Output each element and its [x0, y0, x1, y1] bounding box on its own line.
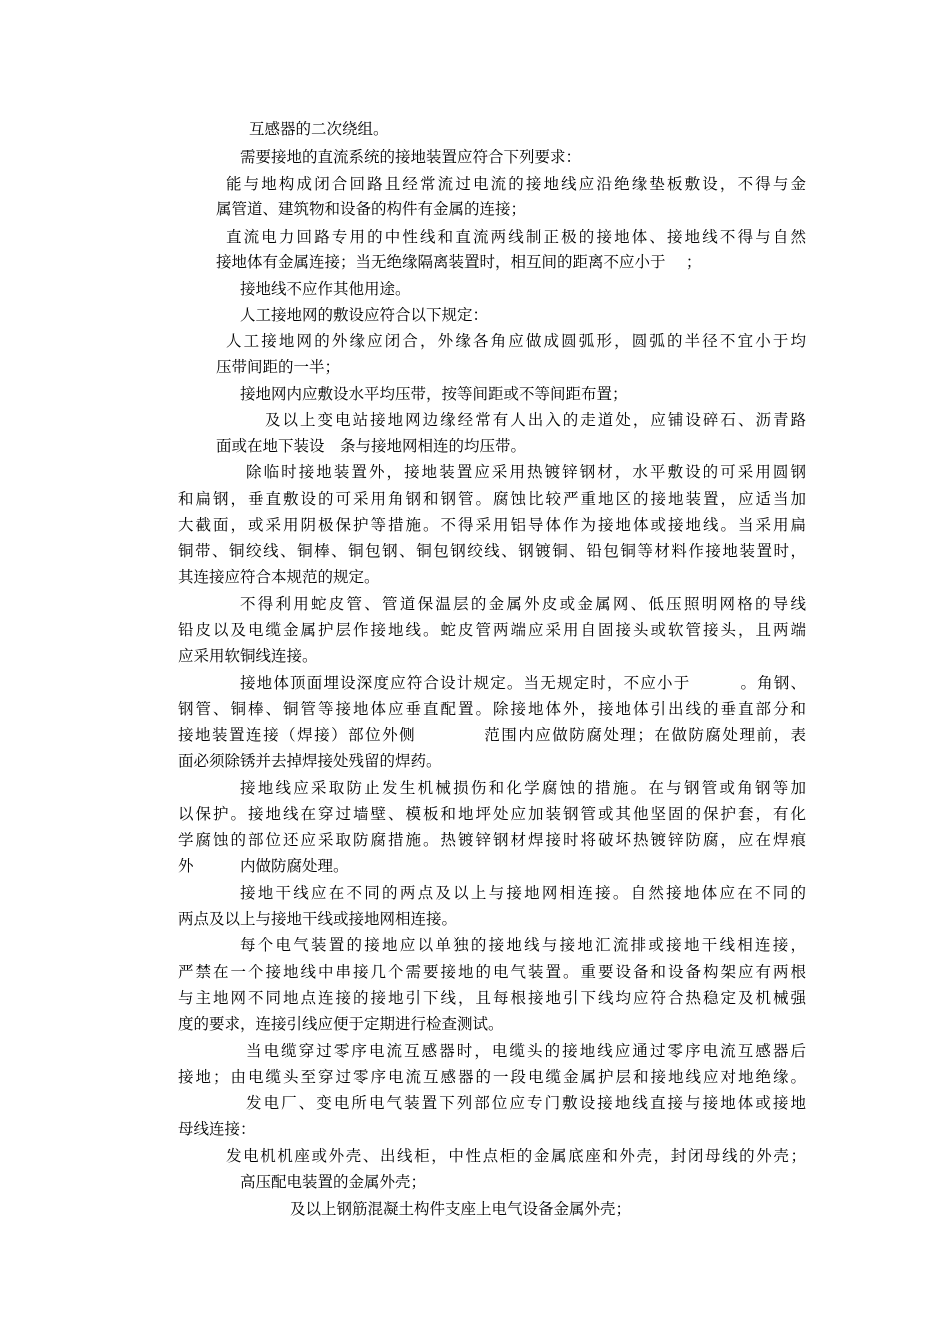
text-line: 接地体有金属连接；当无绝缘隔离装置时，相互间的距离不应小于 ；: [216, 253, 702, 271]
text-line: 接地线应采取防止发生机械损伤和化学腐蚀的措施。在与钢管或角钢等加: [240, 779, 806, 797]
text-line: 人工接地网的外缘应闭合，外缘各角应做成圆弧形，圆弧的半径不宜小于均: [226, 332, 806, 350]
text-line: 钢管、铜棒、铜管等接地体应垂直配置。除接地体外，接地体引出线的垂直部分和: [178, 700, 806, 718]
text-line: 接地体顶面埋设深度应符合设计规定。当无规定时，不应小于 。角钢、: [240, 674, 806, 692]
text-line: 人工接地网的敷设应符合以下规定：: [240, 306, 489, 324]
text-line: 和扁钢，垂直敷设的可采用角钢和钢管。腐蚀比较严重地区的接地装置，应适当加: [178, 490, 806, 508]
text-line: 以保护。接地线在穿过墙壁、模板和地坪处应加装钢管或其他坚固的保护套，有化: [178, 805, 806, 823]
text-line: 接地装置连接（焊接）部位外侧 范围内应做防腐处理；在做防腐处理前，表: [178, 726, 806, 744]
text-line: 外 内做防腐处理。: [178, 857, 349, 875]
text-line: 学腐蚀的部位还应采取防腐措施。热镀锌钢材焊接时将破坏热镀锌防腐，应在焊痕: [178, 831, 806, 849]
text-line: 直流电力回路专用的中性线和直流两线制正极的接地体、接地线不得与自然: [226, 228, 806, 246]
text-line: 能与地构成闭合回路且经常流过电流的接地线应沿绝缘垫板敷设，不得与金: [226, 175, 806, 193]
text-line: 属管道、建筑物和设备的构件有金属的连接；: [216, 200, 527, 218]
text-line: 发电厂、变电所电气装置下列部位应专门敷设接地线直接与接地体或接地: [246, 1094, 806, 1112]
text-line: 当电缆穿过零序电流互感器时，电缆头的接地线应通过零序电流互感器后: [246, 1042, 806, 1060]
text-line: 面或在地下装设 条与接地网相连的均压带。: [216, 437, 527, 455]
text-line: 接地网内应敷设水平均压带，按等间距或不等间距布置；: [240, 385, 628, 403]
text-line: 需要接地的直流系统的接地装置应符合下列要求：: [240, 148, 582, 166]
text-line: 与主地网不同地点连接的接地引下线，且每根接地引下线均应符合热稳定及机械强: [178, 989, 806, 1007]
text-line: 互感器的二次绕组。: [249, 120, 389, 138]
text-line: 压带间距的一半；: [216, 358, 341, 376]
text-line: 严禁在一个接地线中串接几个需要接地的电气装置。重要设备和设备构架应有两根: [178, 963, 806, 981]
text-line: 不得利用蛇皮管、管道保温层的金属外皮或金属网、低压照明网格的导线: [240, 595, 806, 613]
text-line: 接地干线应在不同的两点及以上与接地网相连接。自然接地体应在不同的: [240, 884, 806, 902]
text-line: 应采用软铜线连接。: [178, 647, 318, 665]
text-line: 母线连接：: [178, 1120, 256, 1138]
text-line: 大截面，或采用阴极保护等措施。不得采用铝导体作为接地体或接地线。当采用扁: [178, 516, 806, 534]
text-line: 度的要求，连接引线应便于定期进行检查测试。: [178, 1015, 504, 1033]
text-line: 及以上变电站接地网边缘经常有人出入的走道处，应铺设碎石、沥青路: [265, 411, 806, 429]
text-line: 及以上钢筋混凝土构件支座上电气设备金属外壳；: [290, 1200, 632, 1218]
text-line: 铜带、铜绞线、铜棒、铜包钢、铜包钢绞线、钢镀铜、铅包铜等材料作接地装置时，: [178, 542, 806, 560]
text-line: 其连接应符合本规范的规定。: [178, 568, 380, 586]
text-line: 铅皮以及电缆金属护层作接地线。蛇皮管两端应采用自固接头或软管接头，且两端: [178, 621, 806, 639]
text-line: 两点及以上与接地干线或接地网相连接。: [178, 910, 458, 928]
text-line: 发电机机座或外壳、出线柜，中性点柜的金属底座和外壳，封闭母线的外壳；: [226, 1147, 806, 1165]
text-line: 接地；由电缆头至穿过零序电流互感器的一段电缆金属护层和接地线应对地绝缘。: [178, 1068, 806, 1086]
text-line: 接地线不应作其他用途。: [240, 280, 411, 298]
text-line: 高压配电装置的金属外壳；: [240, 1173, 427, 1191]
text-line: 除临时接地装置外，接地装置应采用热镀锌钢材，水平敷设的可采用圆钢: [246, 463, 806, 481]
text-line: 面必须除锈并去掉焊接处残留的焊药。: [178, 752, 442, 770]
text-line: 每个电气装置的接地应以单独的接地线与接地汇流排或接地干线相连接，: [240, 936, 806, 954]
